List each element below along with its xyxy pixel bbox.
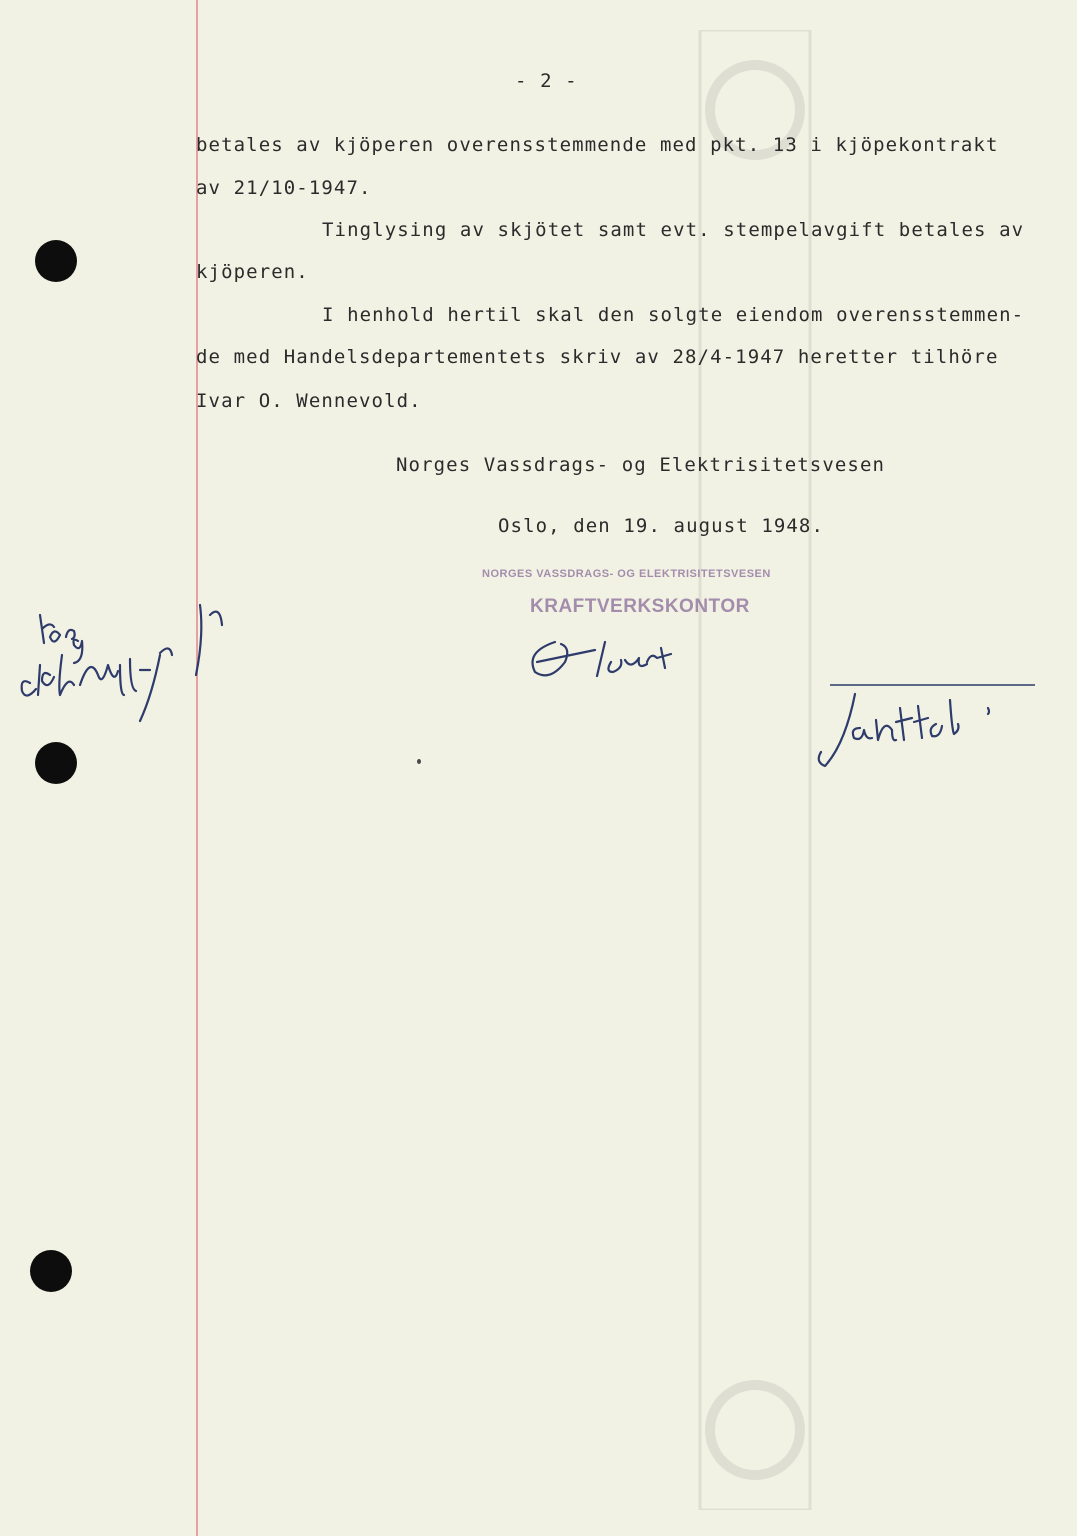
signature-hjort: [515, 632, 705, 692]
punch-hole-bottom: [30, 1250, 72, 1292]
signature-right: [800, 678, 1040, 778]
body-line: Ivar O. Wennevold.: [196, 390, 422, 412]
stamp-line-1: NORGES VASSDRAGS- OG ELEKTRISITETSVESEN: [482, 568, 771, 580]
body-line: av 21/10-1947.: [196, 177, 372, 199]
margin-signature: [10, 595, 230, 730]
body-line: Tinglysing av skjötet samt evt. stempelavgift betales av: [322, 219, 1025, 241]
body-line: I henhold hertil skal den solgte eiendom overensstemmen-: [322, 304, 1025, 326]
issuer: Norges Vassdrags- og Elektrisitetsvesen: [396, 454, 886, 476]
punch-hole-middle: [35, 742, 77, 784]
margin-rule: [196, 0, 198, 1536]
page-number: - 2 -: [515, 70, 578, 92]
body-line: kjöperen.: [196, 261, 309, 283]
punch-hole-top: [35, 240, 77, 282]
body-line: de med Handelsdepartementets skriv av 28/4-1947 heretter tilhöre: [196, 346, 999, 368]
place-date: Oslo, den 19. august 1948.: [498, 515, 825, 537]
body-line: betales av kjöperen overensstemmende med pkt. 13 i kjöpekontrakt: [196, 134, 999, 156]
ink-dot: [417, 759, 421, 764]
stamp-line-2: KRAFTVERKSKONTOR: [530, 596, 750, 617]
